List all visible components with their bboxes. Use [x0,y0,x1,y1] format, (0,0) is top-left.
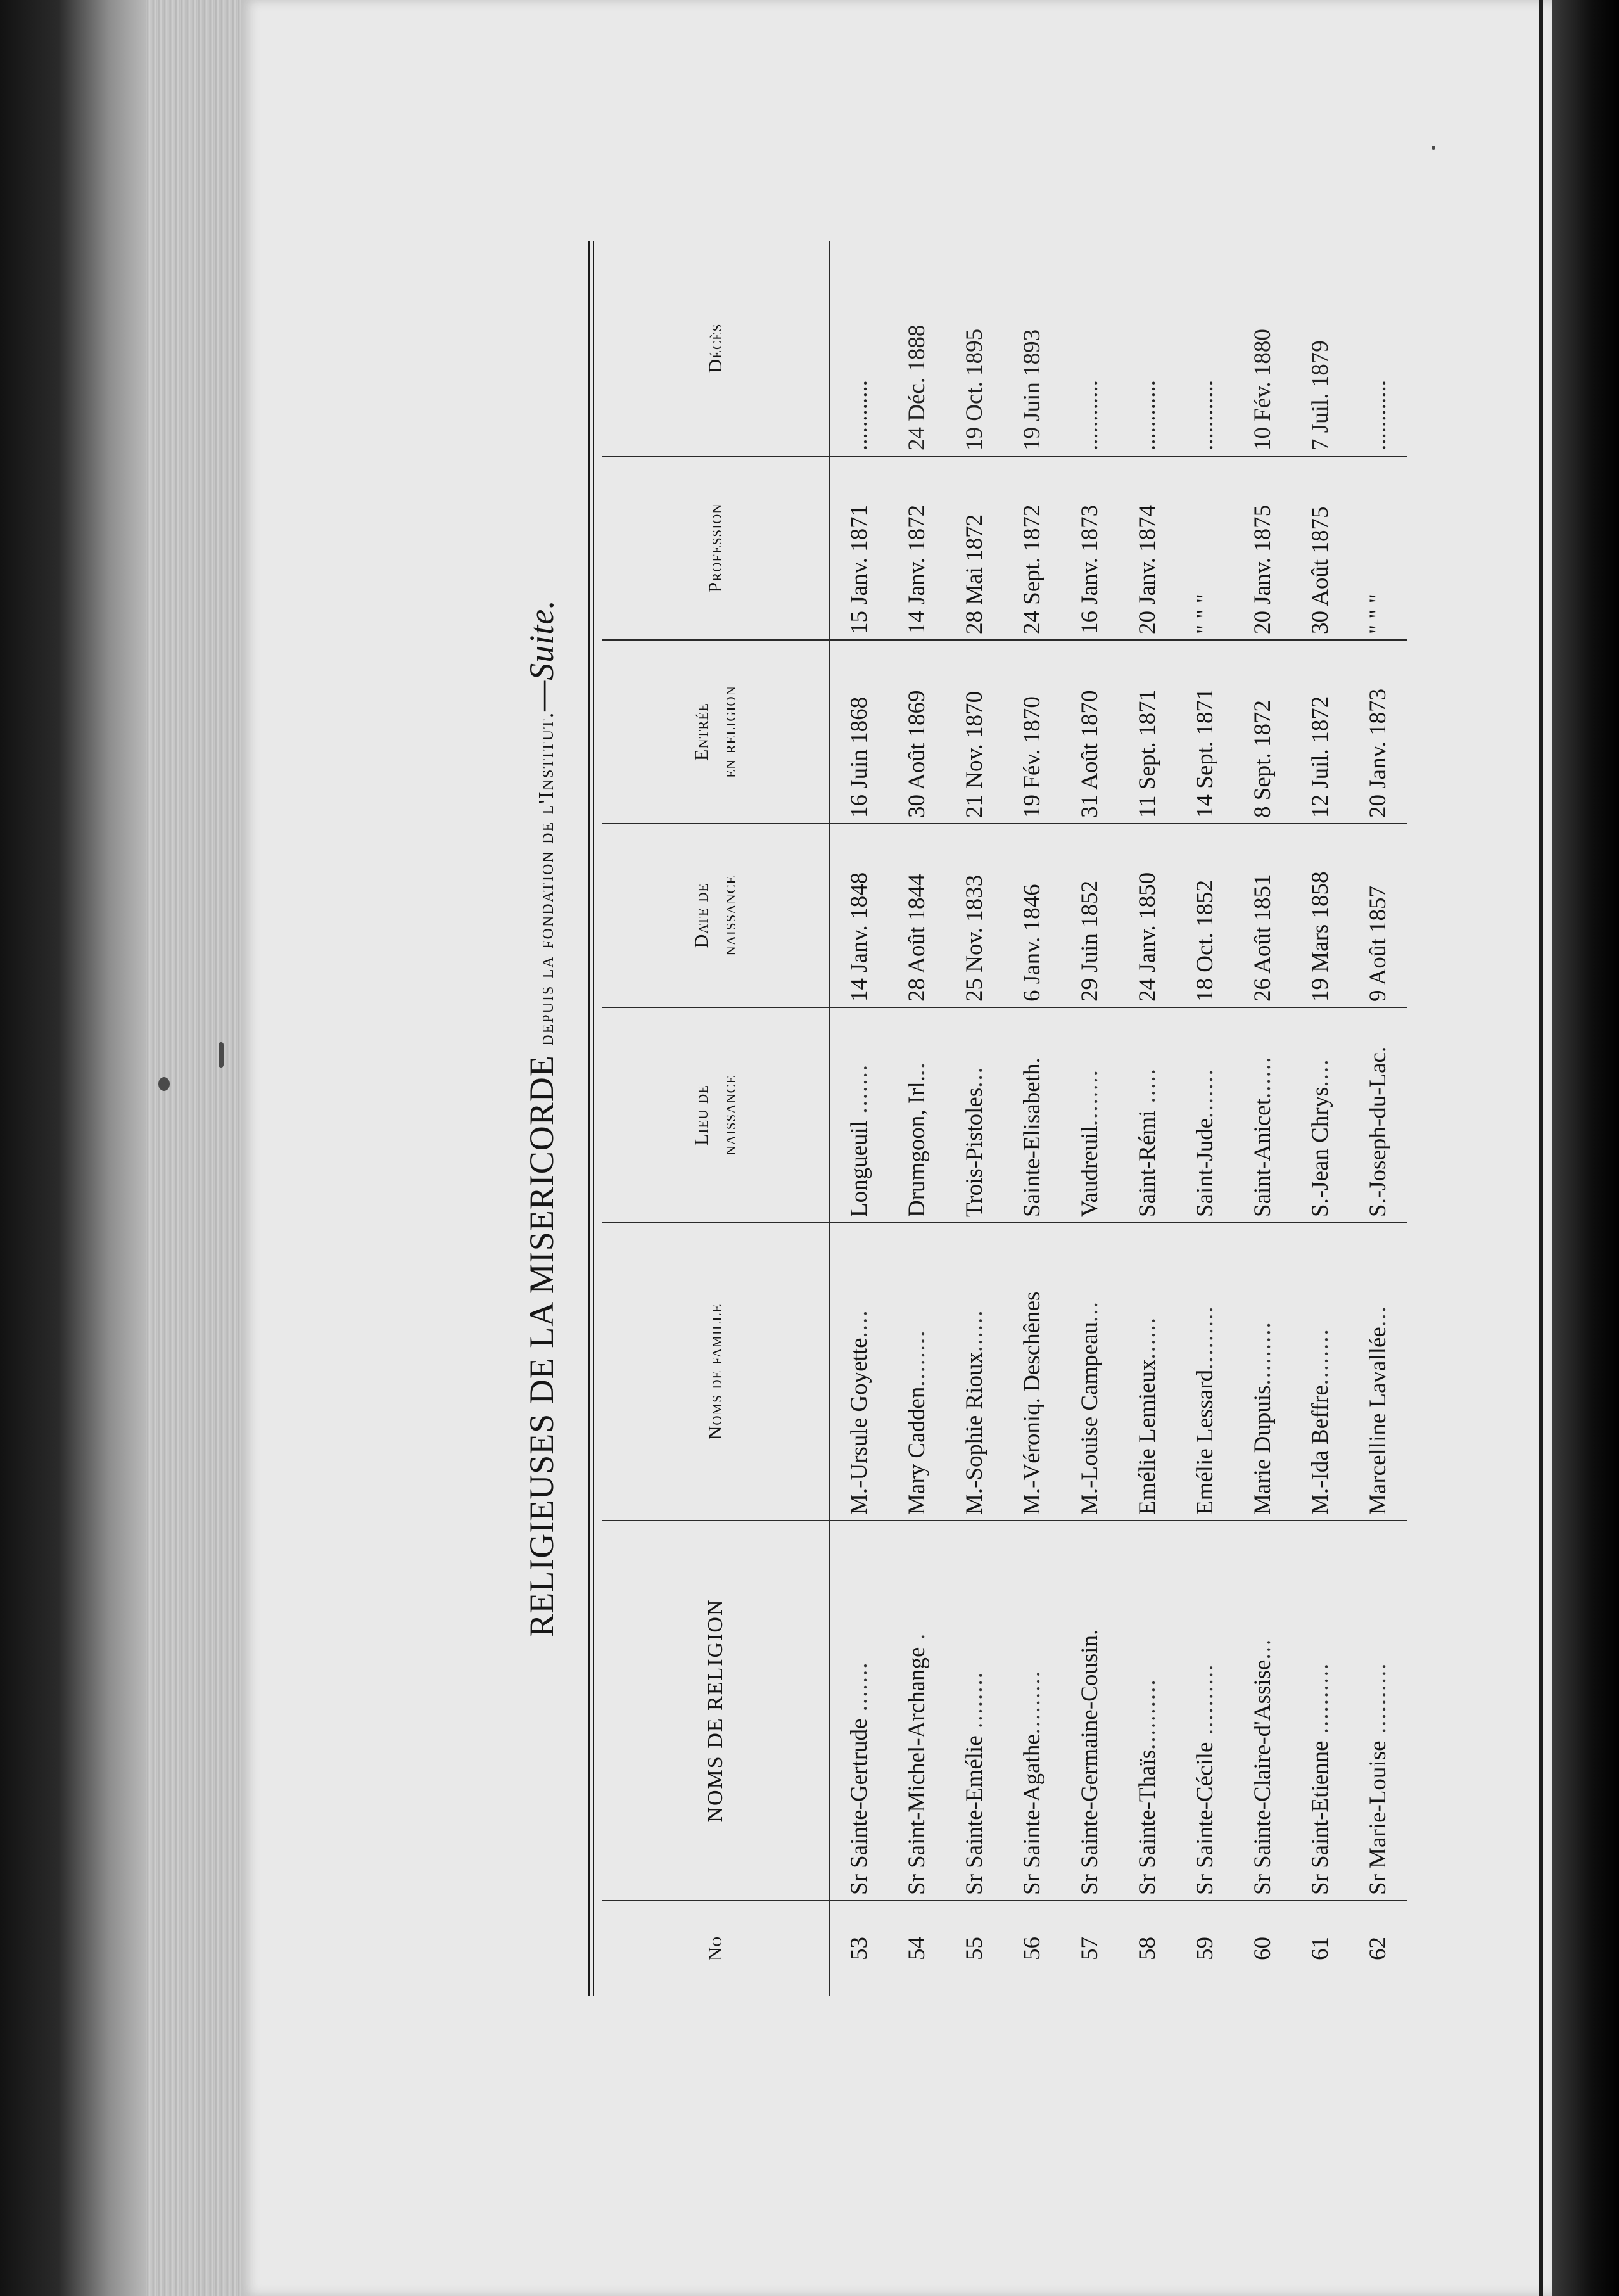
birthplace: Drumgoon, Irl. [904,1076,930,1217]
family-name: Marie Dupuis [1250,1385,1276,1515]
row-number: 62 [1365,1937,1391,1960]
header-lieu-line1: Lieu de [691,1085,712,1145]
death-date: ............ [1134,380,1160,450]
leader-dots: .......... [1365,1662,1391,1741]
rotated-ledger-page [507,241,1457,1996]
ledger-table [602,241,1407,1996]
table-row [888,241,946,1996]
cell-nom-famille [1061,1223,1119,1521]
row-number: 61 [1307,1937,1333,1960]
row-number: 55 [962,1937,987,1960]
birthplace: Longueuil [846,1120,872,1217]
profession-date: 20 Janv. 1875 [1250,504,1276,634]
cell-nom-famille [1349,1223,1407,1521]
leader-dots: .......... [1134,1678,1160,1750]
cell-deces [1119,241,1176,456]
cell-profession [1061,456,1119,640]
birth-date: 6 Janv. 1846 [1019,884,1045,1002]
page-edges [146,0,247,2296]
cell-lieu-naissance [946,1007,1003,1223]
leader-dots: ....... [1192,1068,1218,1118]
death-date: ............ [1365,380,1391,450]
entry-date: 14 Sept. 1871 [1192,688,1218,818]
death-date: 24 Déc. 1888 [904,324,930,450]
cell-entree-religion [1061,640,1119,824]
cell-entree-religion [1234,640,1292,824]
leader-dots: ... [1250,1638,1276,1660]
death-date: ............ [846,380,872,450]
ledger-body [830,241,1407,1996]
birthplace: Saint-Rémi [1134,1110,1160,1217]
title-sub: depuis la fondation de l'Institut. [535,711,558,1046]
cell-deces [1003,241,1061,456]
family-name: M.-Véroniq. Deschênes [1019,1291,1045,1515]
cell-no [946,1901,1003,1996]
page-fold-shadow [1552,0,1619,2296]
cell-profession [1234,456,1292,640]
cell-lieu-naissance [830,1007,888,1223]
family-name: Emélie Lemieux [1134,1359,1160,1515]
row-number: 59 [1192,1937,1218,1960]
profession-date: " " " [1192,594,1218,634]
cell-entree-religion [946,640,1003,824]
cell-profession [888,456,946,640]
birth-date: 29 Juin 1852 [1077,880,1103,1002]
leader-dots: ......... [1250,1321,1276,1386]
header-date-line2: naissance [718,875,740,956]
birthplace: Vaudreuil [1077,1126,1103,1217]
leader-dots: ... [1077,1301,1103,1322]
death-date: ............ [1192,380,1218,450]
cell-nom-religion [888,1521,946,1901]
cell-nom-religion [1234,1521,1292,1901]
cell-lieu-naissance [888,1007,946,1223]
page-edge-line [1539,0,1543,2296]
death-date: 7 Juil. 1879 [1307,340,1333,450]
row-number: 60 [1250,1937,1276,1960]
religion-name: Sr Marie-Louise [1365,1740,1391,1895]
cell-lieu-naissance [1061,1007,1119,1223]
entry-date: 31 Août 1870 [1077,690,1103,818]
religion-name: Sr Sainte-Claire-d'Assise [1250,1659,1276,1895]
leader-dots: ...... [962,1309,987,1353]
religion-name: Sr Saint-Michel-Archange [904,1647,930,1895]
leader-dots: . [904,1633,930,1647]
header-lieu-naissance [602,1007,830,1223]
cell-profession [830,456,888,640]
table-row [1003,241,1061,1996]
cell-no [1061,1901,1119,1996]
death-date: 19 Juin 1893 [1019,329,1045,450]
family-name: M.-Ursule Goyette [846,1337,872,1515]
cell-no [1292,1901,1349,1996]
cell-date-naissance [1003,824,1061,1007]
religion-name: Sr Sainte-Agathe [1019,1734,1045,1895]
cell-lieu-naissance [1119,1007,1176,1223]
leader-dots: .... [1307,1058,1333,1087]
profession-date: 30 Août 1875 [1307,506,1333,634]
cell-no [1176,1901,1234,1996]
header-nom-religion: NOMS DE RELIGION [602,1521,830,1901]
cell-deces [1234,241,1292,456]
cell-nom-famille [1292,1223,1349,1521]
row-number: 53 [846,1937,872,1960]
leader-dots: ........ [962,1671,987,1736]
header-entree-line1: Entrée [691,703,712,761]
row-number: 58 [1134,1937,1160,1960]
leader-dots: ......... [1019,1669,1045,1735]
cell-deces [830,241,888,456]
cell-nom-famille [888,1223,946,1521]
cell-nom-religion [1176,1521,1234,1901]
header-deces: Décès [602,241,830,456]
header-date-naissance [602,824,830,1007]
religion-name: Sr Sainte-Germaine-Cousin. [1077,1629,1103,1895]
family-name: Marcelline Lavallée [1365,1327,1391,1515]
cell-no [888,1901,946,1996]
family-name: Mary Cadden [904,1386,930,1515]
cell-entree-religion [888,640,946,824]
cell-date-naissance [1292,824,1349,1007]
cell-date-naissance [830,824,888,1007]
profession-date: 14 Janv. 1872 [904,504,930,634]
leader-dots: ...... [1250,1056,1276,1099]
header-entree-line2: en religion [718,686,740,778]
death-date: 10 Fév. 1880 [1250,329,1276,450]
leader-dots: ......... [1192,1305,1218,1370]
cell-date-naissance [1234,824,1292,1007]
leader-dots: ........ [1307,1328,1333,1386]
birthplace: Sainte-Elisabeth. [1019,1057,1045,1217]
ledger-table-wrapper [602,241,1407,1996]
cell-profession [1176,456,1234,640]
cell-lieu-naissance [1234,1007,1292,1223]
entry-date: 19 Fév. 1870 [1019,696,1045,818]
leader-dots: ..... [1134,1067,1160,1111]
profession-date: " " " [1365,594,1391,634]
leader-dots: ... [962,1066,987,1088]
family-name: M.-Ida Beffre [1307,1385,1333,1515]
cell-nom-religion [946,1521,1003,1901]
birth-date: 14 Janv. 1848 [846,872,872,1002]
cell-no [1349,1901,1407,1996]
death-date: ............ [1077,380,1103,450]
table-row [1119,241,1176,1996]
cell-nom-religion [830,1521,888,1901]
profession-date: 28 Mai 1872 [962,514,987,634]
entry-date: 16 Juin 1868 [846,696,872,818]
cell-nom-religion [1292,1521,1349,1901]
table-row [1234,241,1292,1996]
cell-nom-famille [946,1223,1003,1521]
leader-dots: ....... [846,1063,872,1121]
leader-dots: ... [1365,1305,1391,1327]
entry-date: 12 Juil. 1872 [1307,696,1333,818]
table-row [1061,241,1119,1996]
birth-date: 25 Nov. 1833 [962,874,987,1002]
birth-date: 28 Août 1844 [904,874,930,1002]
cell-deces [1349,241,1407,456]
family-name: M.-Sophie Rioux [962,1352,987,1515]
page-title [507,241,576,1996]
religion-name: Sr Saint-Etienne [1307,1740,1333,1895]
leader-dots: .......... [1192,1663,1218,1742]
cell-date-naissance [888,824,946,1007]
cell-entree-religion [1119,640,1176,824]
cell-lieu-naissance [1003,1007,1061,1223]
cell-deces [1176,241,1234,456]
cell-deces [1061,241,1119,456]
birth-date: 9 Août 1857 [1365,886,1391,1002]
birth-date: 19 Mars 1858 [1307,871,1333,1002]
death-date: 19 Oct. 1895 [962,328,987,450]
title-main: RELIGIEUSES DE LA MISERICORDE [523,1055,561,1637]
cell-no [1234,1901,1292,1996]
religion-name: Sr Sainte-Cécile [1192,1742,1218,1895]
birthplace: Saint-Anicet [1250,1098,1276,1217]
cell-nom-famille [1003,1223,1061,1521]
religion-name: Sr Sainte-Thaïs [1134,1749,1160,1895]
birthplace: Saint-Jude [1192,1118,1218,1217]
cell-entree-religion [1349,640,1407,824]
cell-nom-religion [1061,1521,1119,1901]
entry-date: 11 Sept. 1871 [1134,689,1160,818]
cell-date-naissance [1119,824,1176,1007]
cell-profession [1003,456,1061,640]
birth-date: 24 Janv. 1850 [1134,872,1160,1002]
cell-date-naissance [1349,824,1407,1007]
entry-date: 20 Janv. 1873 [1365,688,1391,818]
cell-profession [946,456,1003,640]
title-double-rule [588,241,594,1996]
cell-entree-religion [1003,640,1061,824]
scan-speck [219,1042,224,1068]
scan-speck [158,1077,170,1091]
leader-dots: ....... [846,1661,872,1719]
book-spine-shadow [0,0,146,2296]
entry-date: 30 Août 1869 [904,690,930,818]
row-number: 57 [1077,1937,1103,1960]
profession-date: 16 Janv. 1873 [1077,504,1103,634]
cell-lieu-naissance [1292,1007,1349,1223]
cell-nom-famille [830,1223,888,1521]
header-nom-famille: Noms de famille [602,1223,830,1521]
family-name: Emélie Lessard [1192,1369,1218,1515]
profession-date: 24 Sept. 1872 [1019,504,1045,634]
cell-date-naissance [1061,824,1119,1007]
cell-nom-religion [1349,1521,1407,1901]
table-row [946,241,1003,1996]
leader-dots: .. [904,1061,930,1076]
cell-nom-famille [1234,1223,1292,1521]
cell-entree-religion [1176,640,1234,824]
cell-nom-famille [1176,1223,1234,1521]
leader-dots: .......... [1307,1662,1333,1741]
cell-profession [1119,456,1176,640]
cell-profession [1349,456,1407,640]
row-number: 56 [1019,1937,1045,1960]
leader-dots: ........ [904,1329,930,1387]
cell-date-naissance [1176,824,1234,1007]
leader-dots: ...... [1134,1316,1160,1360]
cell-entree-religion [1292,640,1349,824]
table-row [1176,241,1234,1996]
header-profession: Profession [602,456,830,640]
leader-dots: ........ [1077,1069,1103,1126]
cell-nom-famille [1119,1223,1176,1521]
header-lieu-line2: naissance [718,1075,740,1156]
birthplace: Trois-Pistoles [962,1087,987,1217]
cell-deces [1292,241,1349,456]
leader-dots: .... [846,1309,872,1338]
title-suite: —Suite. [523,599,561,711]
cell-profession [1292,456,1349,640]
cell-date-naissance [946,824,1003,1007]
cell-deces [946,241,1003,456]
header-entree-religion [602,640,830,824]
profession-date: 20 Janv. 1874 [1134,504,1160,634]
scan-speck [1432,146,1435,150]
table-row [830,241,888,1996]
entry-date: 21 Nov. 1870 [962,691,987,818]
table-row [1292,241,1349,1996]
birthplace: S.-Joseph-du-Lac. [1365,1046,1391,1217]
birth-date: 18 Oct. 1852 [1192,879,1218,1002]
cell-lieu-naissance [1349,1007,1407,1223]
header-no: No [602,1901,830,1996]
family-name: M.-Louise Campeau [1077,1322,1103,1515]
row-number: 54 [904,1937,930,1960]
table-header-row [602,241,830,1996]
header-date-line1: Date de [691,883,712,948]
cell-nom-religion [1119,1521,1176,1901]
birthplace: S.-Jean Chrys [1307,1087,1333,1217]
table-row [1349,241,1407,1996]
cell-deces [888,241,946,456]
cell-nom-religion [1003,1521,1061,1901]
cell-entree-religion [830,640,888,824]
entry-date: 8 Sept. 1872 [1250,699,1276,818]
religion-name: Sr Sainte-Gertrude [846,1718,872,1895]
religion-name: Sr Sainte-Emélie [962,1735,987,1895]
profession-date: 15 Janv. 1871 [846,504,872,634]
cell-no [830,1901,888,1996]
cell-lieu-naissance [1176,1007,1234,1223]
cell-no [1119,1901,1176,1996]
birth-date: 26 Août 1851 [1250,874,1276,1002]
cell-no [1003,1901,1061,1996]
